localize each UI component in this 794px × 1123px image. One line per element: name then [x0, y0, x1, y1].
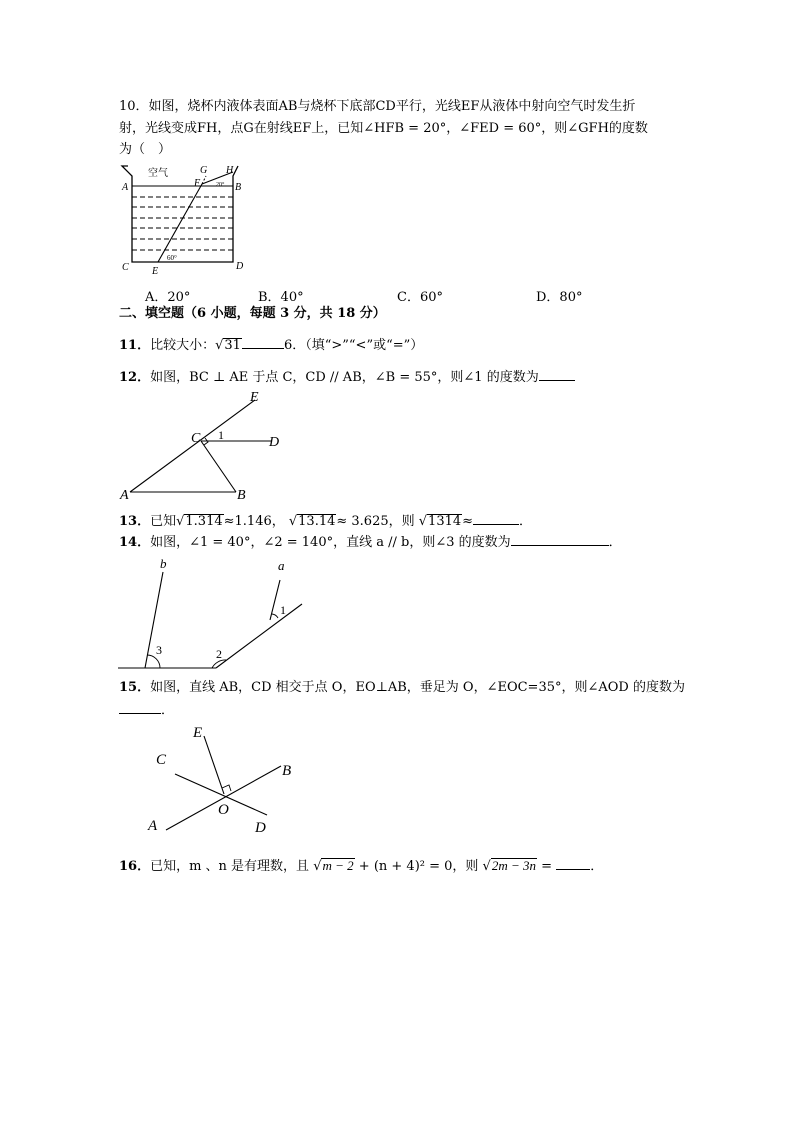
q12-label-B: B — [237, 488, 246, 503]
q11-post: 6．（填“>”“<”或“=”） — [283, 338, 424, 353]
q13-end: ． — [519, 514, 533, 529]
q12-answer-blank[interactable] — [539, 368, 575, 381]
q14-figure — [118, 556, 308, 672]
q12-figure — [118, 388, 288, 504]
label-F: F — [194, 178, 201, 189]
q14-label-3: 3 — [156, 643, 162, 657]
q15-label-D: D — [255, 820, 266, 836]
q15-label-E: E — [193, 725, 203, 741]
q15-answer-blank[interactable] — [119, 701, 161, 714]
q16-radicand-2: 2m − 3n — [491, 858, 536, 873]
q11-pre: 比较大小： — [150, 338, 216, 353]
q16-mid: + (n + 4)² = 0，则 — [358, 859, 479, 874]
q11-radicand: 31 — [224, 338, 241, 353]
q13-value-2: ≈ 3.625，则 — [336, 514, 415, 529]
q14-line — [119, 533, 622, 552]
q14-label-2: 2 — [216, 647, 222, 661]
q16-end: ． — [590, 859, 604, 874]
q15-text: 如图，直线 AB，CD 相交于点 O，EO⊥AB，垂足为 O，∠EOC=35°，则∠AOD 的度数为 — [150, 680, 685, 695]
q12-label-C: C — [191, 431, 201, 446]
q16-post: = — [541, 859, 553, 874]
q10-option-b[interactable]: B．40° — [258, 290, 304, 305]
q15-label-C: C — [156, 752, 167, 768]
q13-answer-blank[interactable] — [473, 512, 519, 525]
q16-answer-blank[interactable] — [556, 857, 590, 870]
angle-20-label: 20° — [216, 182, 225, 188]
label-D: D — [236, 261, 244, 272]
q16-pre: 已知，m 、n 是有理数，且 — [150, 859, 310, 874]
q12-label-A: A — [120, 488, 129, 503]
air-label: 空气 — [148, 168, 168, 179]
q15-line1 — [119, 679, 685, 697]
q13-approx: ≈ — [462, 514, 474, 529]
q16-number: 16． — [119, 859, 151, 874]
q15-end: ． — [161, 703, 175, 718]
q15-label-O: O — [218, 802, 229, 818]
q13-radicand-3: 1314 — [428, 514, 462, 529]
q14-answer-blank[interactable] — [511, 533, 609, 546]
q13-line: 13．已知√1.314≈1.146， √13.14≈ 3.625，则 √1314≈ ． — [119, 514, 533, 529]
label-E: E — [152, 266, 159, 277]
q10-line3: 为（ ） — [119, 142, 172, 157]
q13-pre: 已知 — [150, 514, 177, 529]
q14-number: 14． — [119, 535, 151, 550]
label-C: C — [122, 262, 129, 273]
q14-end: ． — [608, 535, 622, 550]
q10-line1: 10．如图，烧杯内液体表面AB与烧杯下底部CD平行，光线EF从液体中射向空气时发生折 — [119, 99, 636, 114]
q14-label-a: a — [278, 558, 285, 573]
q10-option-a[interactable]: A．20° — [145, 290, 191, 305]
label-B: B — [235, 182, 242, 193]
q12-line — [119, 368, 575, 387]
q14-text: 如图，∠1 = 40°，∠2 = 140°，直线 a // b，则∠3 的度数为 — [150, 535, 511, 550]
q13-radicand-2: 13.14 — [298, 514, 336, 529]
q10-option-d[interactable]: D．80° — [536, 290, 583, 305]
angle-60-label: 60° — [167, 254, 177, 262]
q12-label-D: D — [269, 435, 280, 450]
label-G: G — [200, 165, 208, 176]
q11-line: 11．比较大小：√31 6．（填“>”“<”或“=”） — [119, 338, 424, 353]
label-H: H — [226, 165, 234, 176]
q15-label-B: B — [282, 763, 292, 779]
q11-number: 11． — [119, 338, 151, 353]
q15-label-A: A — [148, 818, 158, 834]
q13-value-1: ≈1.146， — [223, 514, 285, 529]
q12-label-1: 1 — [218, 428, 224, 442]
q10-line2: 射，光线变成FH，点G在射线EF上，已知∠HFB = 20°，∠FED = 60°，则∠GFH的度数 — [119, 121, 648, 136]
q14-label-b: b — [160, 556, 167, 571]
q13-radicand-1: 1.314 — [185, 514, 223, 529]
q15-line2 — [119, 701, 174, 720]
q11-answer-blank[interactable] — [242, 336, 284, 349]
q13-number: 13． — [119, 514, 151, 529]
q14-label-1: 1 — [280, 603, 286, 617]
q10-beaker-figure — [118, 160, 258, 278]
q15-figure — [145, 720, 305, 836]
q12-label-E: E — [250, 390, 259, 405]
q16-line: 16．已知，m 、n 是有理数，且 √m − 2 + (n + 4)² = 0，则 √2m − 3n = ． — [119, 858, 604, 874]
q15-number: 15． — [119, 680, 151, 695]
q12-text: 如图，BC ⊥ AE 于点 C，CD // AB，∠B = 55°，则∠1 的度数为 — [150, 370, 539, 385]
q10-option-c[interactable]: C．60° — [397, 290, 443, 305]
q12-number: 12． — [119, 370, 151, 385]
label-A: A — [122, 182, 129, 193]
section-heading: 二、填空题（6 小题，每题 3 分，共 18 分） — [119, 306, 386, 321]
q16-radicand-1: m − 2 — [322, 858, 354, 873]
